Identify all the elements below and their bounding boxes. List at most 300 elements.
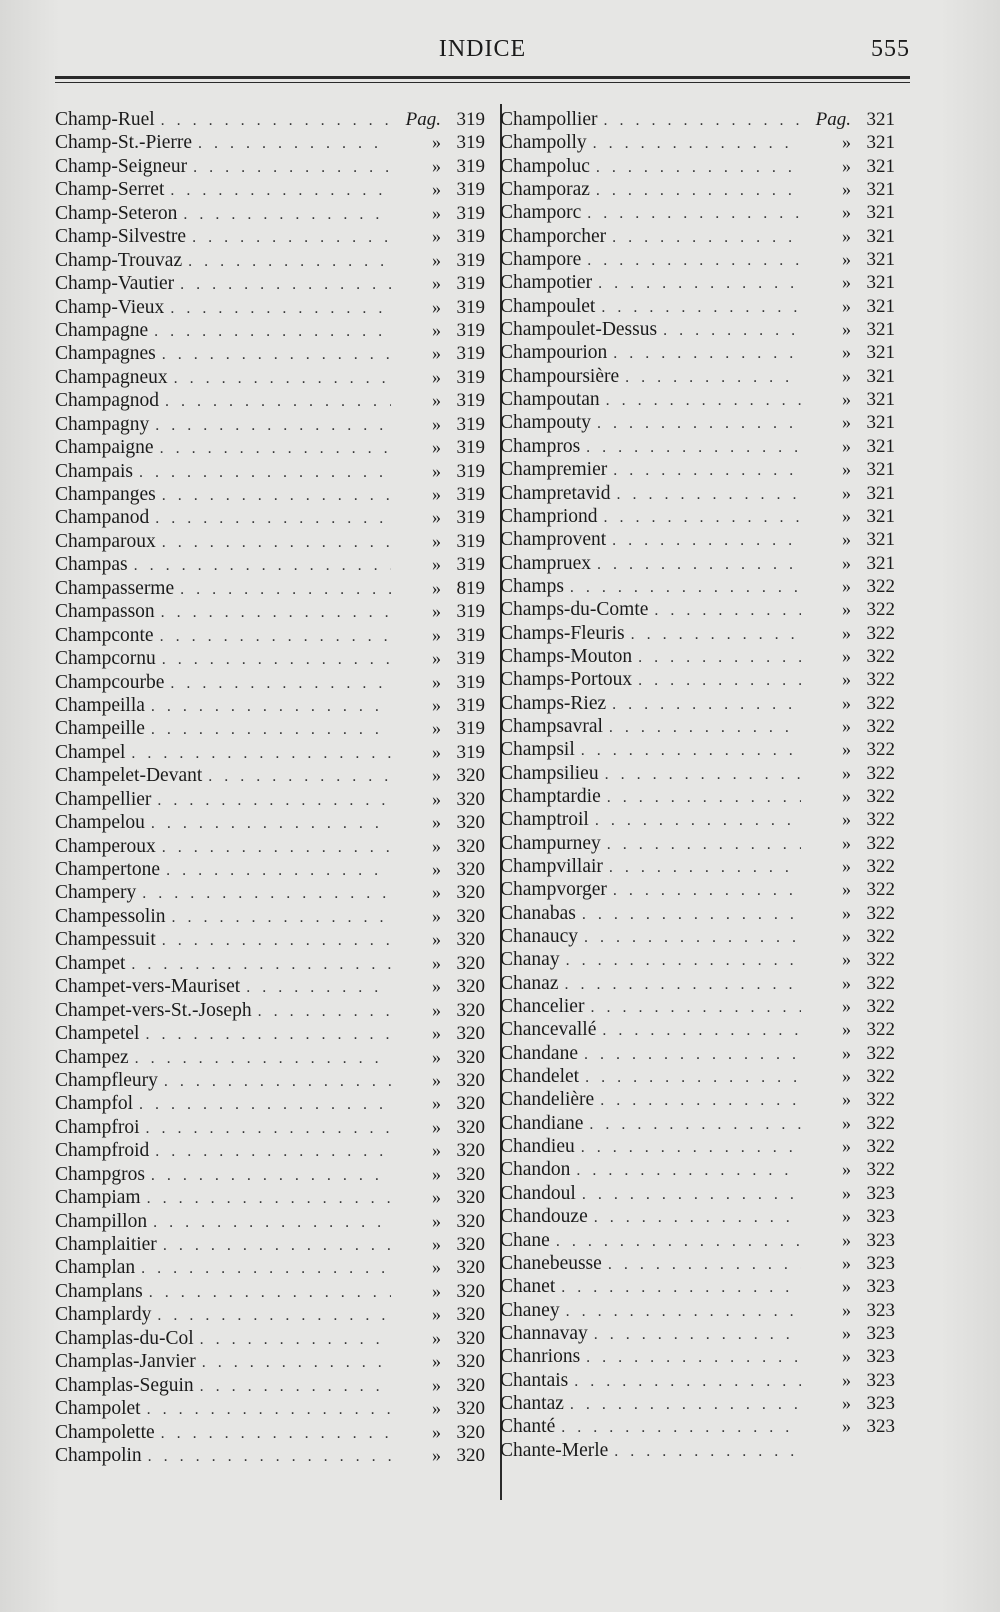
dot-leader — [582, 903, 801, 926]
entry-page-number: 322 — [866, 809, 895, 831]
dot-leader — [155, 414, 391, 437]
entry-name: Champlardy — [55, 1304, 152, 1326]
dot-leader — [200, 1375, 391, 1398]
entry-page-number: 319 — [456, 437, 485, 459]
index-entry — [55, 905, 485, 928]
entry-page-prefix: » — [842, 1182, 851, 1203]
entry-name: Champremier — [500, 459, 608, 481]
dot-leader — [614, 1440, 801, 1463]
entry-page-number: 322 — [866, 785, 895, 807]
index-entry — [55, 1210, 485, 1233]
index-entry — [500, 808, 895, 831]
index-entry — [500, 131, 895, 154]
entry-name: Champlas-Seguin — [55, 1374, 194, 1396]
entry-page-number: 322 — [866, 669, 895, 691]
dot-leader — [131, 742, 391, 765]
entry-page-prefix: » — [432, 437, 441, 458]
entry-page-number: 319 — [456, 226, 485, 248]
entry-page-prefix: » — [842, 295, 851, 316]
entry-name: Champtroil — [500, 809, 589, 831]
index-entry — [55, 1327, 485, 1350]
dot-leader — [576, 1159, 801, 1182]
entry-page-prefix: » — [842, 435, 851, 456]
entry-name: Champgros — [55, 1163, 145, 1185]
index-entry — [55, 975, 485, 998]
entry-page-number: 320 — [456, 1257, 485, 1279]
index-entry — [500, 902, 895, 925]
index-entry — [55, 225, 485, 248]
entry-page-number: 319 — [456, 390, 485, 412]
dot-leader — [613, 342, 801, 365]
index-entry — [55, 506, 485, 529]
index-entry — [500, 271, 895, 294]
entry-page-number: 323 — [866, 1206, 895, 1228]
entry-page-prefix: » — [432, 835, 441, 856]
entry-page-number: 321 — [866, 342, 895, 364]
index-entry — [500, 598, 895, 621]
entry-name: Champery — [55, 882, 137, 904]
index-entry — [55, 647, 485, 670]
entry-page-number: 321 — [866, 295, 895, 317]
dot-leader — [596, 179, 801, 202]
index-entry — [55, 1139, 485, 1162]
entry-page-prefix: » — [842, 715, 851, 736]
entry-name: Chanay — [500, 949, 560, 971]
entry-page-number: 323 — [866, 1346, 895, 1368]
entry-name: Chandelière — [500, 1089, 595, 1111]
entry-page-number: 319 — [456, 648, 485, 670]
entry-page-number: 323 — [866, 1276, 895, 1298]
entry-page-prefix: » — [432, 788, 441, 809]
entry-name: Champillon — [55, 1210, 148, 1232]
dot-leader — [258, 1000, 391, 1023]
entry-page-prefix: » — [432, 1398, 441, 1419]
dot-leader — [183, 203, 391, 226]
entry-page-prefix: » — [842, 692, 851, 713]
entry-page-prefix: » — [432, 366, 441, 387]
dot-leader — [582, 1183, 801, 1206]
dot-leader — [139, 1093, 391, 1116]
dot-leader — [208, 765, 391, 788]
entry-page-prefix: » — [432, 812, 441, 833]
dot-leader — [587, 202, 801, 225]
index-entry — [55, 1233, 485, 1256]
entry-page-number: 320 — [456, 952, 485, 974]
header-rule-thin — [55, 82, 910, 83]
entry-page-number: 319 — [456, 249, 485, 271]
entry-page-number: 322 — [866, 1136, 895, 1158]
entry-name: Champolly — [500, 132, 587, 154]
dot-leader — [612, 226, 801, 249]
dot-leader — [162, 343, 391, 366]
entry-page-prefix: » — [842, 669, 851, 690]
index-entry — [500, 1275, 895, 1298]
dot-leader — [584, 1043, 801, 1066]
dot-leader — [160, 625, 391, 648]
entry-page-prefix: » — [842, 996, 851, 1017]
entry-page-number: 320 — [456, 859, 485, 880]
entry-name: Champelet-Devant — [55, 765, 203, 787]
index-entry — [500, 1135, 895, 1158]
entry-page-number: 319 — [456, 273, 485, 295]
entry-name: Chanabas — [500, 902, 576, 924]
entry-page-prefix: » — [842, 482, 851, 503]
entry-name: Chanrions — [500, 1346, 581, 1368]
entry-page-prefix: » — [432, 1444, 441, 1465]
index-entry — [55, 155, 485, 178]
entry-page-number: 322 — [866, 996, 895, 1018]
entry-name: Champagnes — [55, 343, 156, 365]
index-entry — [500, 738, 895, 761]
entry-page-number: 322 — [866, 1159, 895, 1181]
entry-page-number: 321 — [866, 109, 895, 130]
index-entry — [55, 835, 485, 858]
entry-page-number: 320 — [456, 1163, 485, 1185]
entry-name: Champ-Silvestre — [55, 226, 187, 248]
entry-page-number: 321 — [866, 225, 895, 247]
entry-name: Champlas-du-Col — [55, 1327, 194, 1349]
index-entry — [55, 600, 485, 623]
entry-name: Champvillair — [500, 856, 603, 877]
dot-leader — [142, 882, 391, 905]
index-entry — [55, 1374, 485, 1397]
entry-name: Channavay — [500, 1322, 588, 1344]
entry-page-prefix: » — [432, 1069, 441, 1090]
dot-leader — [597, 553, 801, 576]
index-entry — [55, 1444, 485, 1467]
entry-page-number: 319 — [456, 296, 485, 318]
entry-page-prefix: » — [432, 1093, 441, 1114]
entry-name: Champvorger — [500, 879, 607, 901]
entry-name: Champ-Seigneur — [55, 155, 188, 177]
dot-leader — [161, 1422, 391, 1445]
index-entry — [500, 1369, 895, 1392]
entry-page-number: 320 — [456, 1304, 485, 1326]
entry-name: Chandiane — [500, 1112, 584, 1134]
dot-leader — [157, 1304, 391, 1327]
entry-page-prefix: » — [842, 1136, 851, 1157]
dot-leader — [148, 1445, 391, 1468]
entry-name: Champertone — [55, 859, 161, 880]
dot-leader — [613, 879, 801, 902]
dot-leader — [145, 1023, 391, 1046]
index-entry — [55, 1421, 485, 1444]
entry-page-prefix: » — [842, 926, 851, 947]
entry-name: Champouty — [500, 412, 591, 434]
entry-page-prefix: » — [432, 1374, 441, 1395]
entry-page-prefix: » — [432, 624, 441, 645]
entry-name: Champeille — [55, 718, 145, 740]
entry-page-number: 322 — [866, 1019, 895, 1041]
dot-leader — [170, 179, 391, 202]
dot-leader — [566, 1300, 801, 1323]
entry-page-number: 320 — [456, 1421, 485, 1443]
dot-leader — [147, 1187, 391, 1210]
entry-name: Champolin — [55, 1444, 142, 1466]
entry-page-number: 320 — [456, 765, 485, 787]
entry-name: Champfol — [55, 1093, 133, 1115]
entry-page-prefix: » — [842, 856, 851, 876]
entry-name: Champoraz — [500, 179, 590, 201]
dot-leader — [153, 1211, 391, 1234]
entry-page-prefix: » — [842, 529, 851, 550]
dot-leader — [613, 459, 801, 482]
entry-name: Champais — [55, 460, 133, 482]
entry-name: Champagne — [55, 319, 149, 341]
entry-name: Chandane — [500, 1042, 578, 1064]
index-column-right — [500, 108, 895, 1462]
entry-page-prefix: » — [432, 155, 441, 176]
entry-name: Champ-Serret — [55, 179, 165, 201]
entry-page-number: 323 — [866, 1416, 895, 1438]
entry-page-number: 319 — [456, 460, 485, 482]
dot-leader — [605, 763, 801, 786]
entry-page-prefix: » — [842, 552, 851, 573]
entry-page-number: 323 — [866, 1182, 895, 1204]
entry-page-prefix: » — [842, 622, 851, 643]
entry-name: Champourion — [500, 342, 608, 364]
entry-page-number: 322 — [866, 856, 895, 877]
entry-page-prefix: » — [842, 1159, 851, 1180]
entry-name: Champaigne — [55, 437, 154, 459]
entry-page-prefix: Pag. — [405, 109, 441, 130]
entry-page-prefix: » — [432, 905, 441, 926]
entry-page-prefix: » — [432, 1187, 441, 1208]
entry-page-number: 320 — [456, 812, 485, 834]
index-entry — [500, 1392, 895, 1415]
entry-page-prefix: » — [432, 929, 441, 950]
entry-name: Champ-Vieux — [55, 296, 165, 318]
entry-page-number: 323 — [866, 1369, 895, 1391]
entry-page-number: 322 — [866, 715, 895, 737]
dot-leader — [155, 1140, 391, 1163]
index-entry — [500, 645, 895, 668]
entry-page-prefix: » — [842, 389, 851, 410]
index-entry — [500, 925, 895, 948]
entry-page-number: 323 — [866, 1299, 895, 1321]
entry-page-prefix: » — [432, 319, 441, 340]
index-entry — [55, 296, 485, 319]
index-entry — [500, 458, 895, 481]
dot-leader — [162, 836, 391, 859]
entry-name: Champiam — [55, 1187, 141, 1209]
entry-name: Champel — [55, 741, 126, 763]
dot-leader — [188, 250, 391, 273]
index-entry — [55, 1350, 485, 1373]
dot-leader — [134, 554, 391, 577]
index-entry — [55, 366, 485, 389]
index-entry — [500, 692, 895, 715]
entry-page-number: 323 — [866, 1229, 895, 1251]
index-entry — [55, 1186, 485, 1209]
index-entry — [500, 435, 895, 458]
index-entry — [55, 1256, 485, 1279]
index-entry — [500, 552, 895, 575]
index-entry — [500, 341, 895, 364]
entry-page-number: 321 — [866, 132, 895, 154]
entry-page-prefix: » — [432, 413, 441, 434]
dot-leader — [596, 156, 801, 179]
entry-page-prefix: » — [842, 1066, 851, 1087]
entry-page-prefix: » — [842, 272, 851, 293]
dot-leader — [587, 249, 801, 272]
entry-page-prefix: » — [432, 999, 441, 1020]
entry-name: Champelou — [55, 812, 145, 834]
entry-page-prefix: » — [432, 460, 441, 481]
entry-name: Champconte — [55, 624, 154, 646]
entry-page-number: 319 — [456, 155, 485, 177]
index-entry — [55, 202, 485, 225]
index-entry — [55, 811, 485, 834]
entry-page-number: 319 — [456, 530, 485, 552]
entry-name: Champolet — [55, 1398, 141, 1420]
entry-name: Champagneux — [55, 366, 168, 388]
entry-page-number: 322 — [866, 645, 895, 667]
index-entry — [55, 858, 485, 881]
entry-page-prefix: » — [432, 1304, 441, 1325]
dot-leader — [135, 1047, 391, 1070]
index-entry — [500, 855, 895, 878]
entry-page-prefix: » — [432, 882, 441, 903]
dot-leader — [180, 273, 391, 296]
entry-page-number: 322 — [866, 739, 895, 761]
entry-page-prefix: » — [842, 785, 851, 806]
entry-page-prefix: » — [842, 342, 851, 363]
dot-leader — [193, 156, 391, 179]
index-entry — [55, 624, 485, 647]
index-entry — [500, 1439, 895, 1462]
entry-name: Champessuit — [55, 929, 156, 951]
entry-page-prefix: » — [432, 132, 441, 153]
entry-page-number: 320 — [456, 788, 485, 810]
entry-page-number: 819 — [456, 577, 485, 599]
entry-name: Champriond — [500, 505, 598, 527]
entry-page-number: 322 — [866, 1042, 895, 1064]
index-entry — [55, 1397, 485, 1420]
entry-name: Chane — [500, 1229, 550, 1251]
dot-leader — [556, 1230, 801, 1253]
dot-leader — [162, 484, 391, 507]
entry-page-number: 319 — [456, 202, 485, 224]
index-entry — [500, 1018, 895, 1041]
entry-page-number: 320 — [456, 1140, 485, 1162]
index-entry — [55, 671, 485, 694]
entry-name: Champet — [55, 952, 126, 974]
entry-page-prefix: » — [432, 1280, 441, 1301]
index-entry — [500, 668, 895, 691]
entry-page-number: 322 — [866, 1112, 895, 1134]
dot-leader — [595, 809, 801, 832]
entry-page-prefix: » — [842, 1206, 851, 1227]
entry-page-prefix: » — [432, 226, 441, 247]
entry-page-prefix: » — [432, 694, 441, 715]
dot-leader — [590, 996, 801, 1019]
dot-leader — [561, 1416, 801, 1439]
dot-leader — [609, 856, 801, 879]
entry-name: Champs — [500, 575, 564, 597]
entry-page-prefix: » — [432, 296, 441, 317]
dot-leader — [598, 272, 801, 295]
entry-page-prefix: » — [842, 645, 851, 666]
index-entry — [55, 881, 485, 904]
entry-page-prefix: » — [842, 949, 851, 970]
dot-leader — [663, 319, 801, 342]
index-entry — [55, 1280, 485, 1303]
entry-page-number: 320 — [456, 882, 485, 904]
entry-page-prefix: » — [432, 554, 441, 575]
entry-name: Champsil — [500, 739, 575, 761]
index-entry — [55, 788, 485, 811]
entry-name: Champessolin — [55, 905, 166, 927]
index-entry — [500, 1065, 895, 1088]
entry-page-prefix: » — [842, 202, 851, 223]
entry-page-prefix: » — [842, 762, 851, 783]
entry-name: Champotier — [500, 272, 593, 294]
entry-name: Champas — [55, 554, 128, 576]
entry-name: Champagnod — [55, 390, 159, 412]
entry-name: Champfleury — [55, 1069, 158, 1091]
entry-page-prefix: » — [432, 249, 441, 270]
entry-name: Chancevallé — [500, 1019, 597, 1041]
entry-page-number: 321 — [866, 365, 895, 387]
entry-name: Champruex — [500, 552, 591, 574]
dot-leader — [581, 739, 801, 762]
entry-page-prefix: » — [842, 599, 851, 620]
index-entry — [500, 1229, 895, 1252]
entry-page-number: 320 — [456, 1444, 485, 1466]
index-entry — [500, 832, 895, 855]
dot-leader — [192, 226, 391, 249]
header-rule-thick — [55, 76, 910, 79]
entry-name: Chante-Merle — [500, 1439, 609, 1461]
dot-leader — [581, 1136, 801, 1159]
entry-page-number: 319 — [456, 671, 485, 693]
entry-name: Champetel — [55, 1023, 140, 1045]
entry-page-prefix: » — [432, 1327, 441, 1348]
dot-leader — [638, 669, 801, 692]
page-number: 555 — [871, 36, 910, 62]
index-entry — [500, 225, 895, 248]
entry-page-prefix: » — [842, 155, 851, 176]
entry-page-number: 322 — [866, 902, 895, 924]
dot-leader — [654, 599, 801, 622]
entry-page-number: 321 — [866, 505, 895, 527]
index-entry — [500, 715, 895, 738]
index-entry — [55, 413, 485, 436]
entry-name: Champolette — [55, 1421, 155, 1443]
index-entry — [55, 483, 485, 506]
entry-name: Champsavral — [500, 715, 603, 737]
entry-page-number: 321 — [866, 459, 895, 481]
index-entry — [500, 411, 895, 434]
entry-page-prefix: » — [842, 832, 851, 853]
index-entry — [500, 201, 895, 224]
dot-leader — [584, 926, 801, 949]
entry-name: Champretavid — [500, 482, 611, 504]
dot-leader — [612, 529, 801, 552]
index-entry — [55, 131, 485, 154]
entry-page-number: 320 — [456, 1280, 485, 1302]
entry-page-number: 323 — [866, 1252, 895, 1274]
entry-page-number: 319 — [456, 554, 485, 576]
entry-page-prefix: » — [842, 902, 851, 923]
dot-leader — [162, 531, 391, 554]
entry-page-prefix: » — [432, 765, 441, 786]
entry-page-number: 319 — [456, 132, 485, 154]
entry-name: Champlas-Janvier — [55, 1351, 196, 1373]
index-entry — [55, 389, 485, 412]
index-entry — [500, 388, 895, 411]
